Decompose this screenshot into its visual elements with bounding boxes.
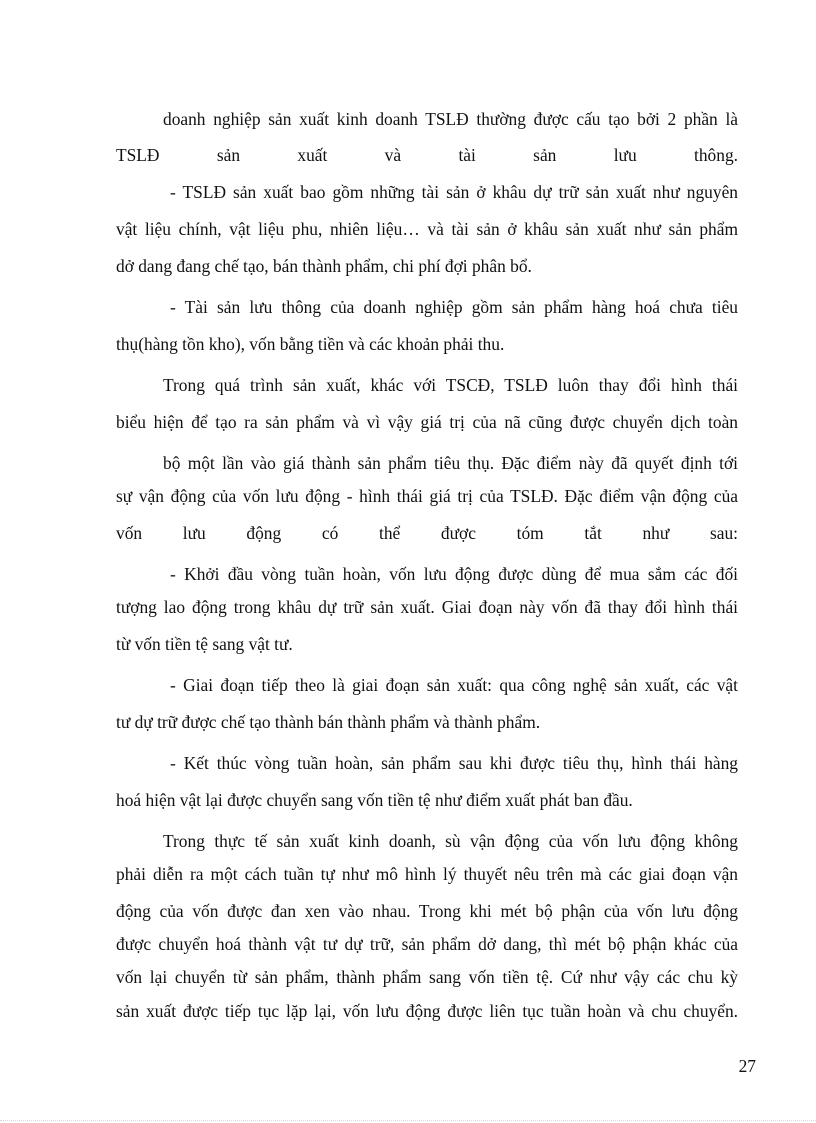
text-line-7: thụ(hàng tồn kho), vốn bằng tiền và các khoản phải thu. (116, 334, 505, 354)
text-line-2: TSLĐ sản xuất và tài sản lưu thông. (116, 145, 738, 165)
text-line-16: - Giai đoạn tiếp theo là giai đoạn sản xuất: qua công nghệ sản xuất, các vật (170, 675, 738, 695)
page-number: 27 (738, 1056, 756, 1076)
text-line-23: được chuyển hoá thành vật tư dự trữ, sản phẩm dở dang, thì mét bộ phận khác của (116, 934, 738, 954)
text-line-19: hoá hiện vật lại được chuyển sang vốn tiền tệ như điểm xuất phát ban đầu. (116, 790, 633, 810)
text-line-1: doanh nghiệp sản xuất kinh doanh TSLĐ thường được cấu tạo bởi 2 phần là (163, 109, 738, 129)
text-line-14: tượng lao động trong khâu dự trữ sản xuất. Giai đoạn này vốn đã thay đổi hình thái (116, 597, 738, 617)
text-line-10: bộ một lần vào giá thành sản phẩm tiêu thụ. Đặc điểm này đã quyết định tới (163, 453, 738, 473)
text-line-6: - Tài sản lưu thông của doanh nghiệp gồm sản phẩm hàng hoá chưa tiêu (170, 297, 738, 317)
text-line-15: từ vốn tiền tệ sang vật tư. (116, 634, 293, 654)
text-line-25: sản xuất được tiếp tục lặp lại, vốn lưu động được liên tục tuần hoàn và chu chuyển. (116, 1001, 738, 1021)
text-line-20: Trong thực tế sản xuất kinh doanh, sù vận động của vốn lưu động không (163, 831, 738, 851)
text-line-11: sự vận động của vốn lưu động - hình thái giá trị của TSLĐ. Đặc điểm vận động của (116, 486, 738, 506)
text-line-22: động của vốn được đan xen vào nhau. Trong khi mét bộ phận của vốn lưu động (116, 901, 738, 921)
text-line-17: tư dự trữ được chế tạo thành bán thành phẩm và thành phẩm. (116, 712, 541, 732)
text-line-21: phải diễn ra một cách tuần tự như mô hình lý thuyết nêu trên mà các giai đoạn vận (116, 864, 738, 884)
text-line-12: vốn lưu động có thể được tóm tắt như sau: (116, 523, 738, 543)
text-line-3: - TSLĐ sản xuất bao gồm những tài sản ở khâu dự trữ sản xuất như nguyên (170, 182, 738, 202)
text-line-5: dở dang đang chế tạo, bán thành phẩm, chi phí đợi phân bổ. (116, 256, 532, 276)
text-line-24: vốn lại chuyển từ sản phẩm, thành phẩm sang vốn tiền tệ. Cứ như vậy các chu kỳ (116, 967, 738, 987)
text-line-4: vật liệu chính, vật liệu phu, nhiên liệu… và tài sản ở khâu sản xuất như sản phẩm (116, 219, 738, 239)
text-line-9: biểu hiện để tạo ra sản phẩm và vì vậy giá trị của nã cũng được chuyển dịch toàn (116, 412, 738, 432)
page-bottom-rule (0, 1120, 816, 1121)
text-line-18: - Kết thúc vòng tuần hoàn, sản phẩm sau khi được tiêu thụ, hình thái hàng (170, 753, 738, 773)
text-line-13: - Khởi đầu vòng tuần hoàn, vốn lưu động được dùng để mua sắm các đối (170, 564, 738, 584)
text-line-8: Trong quá trình sản xuất, khác với TSCĐ, TSLĐ luôn thay đổi hình thái (163, 375, 738, 395)
